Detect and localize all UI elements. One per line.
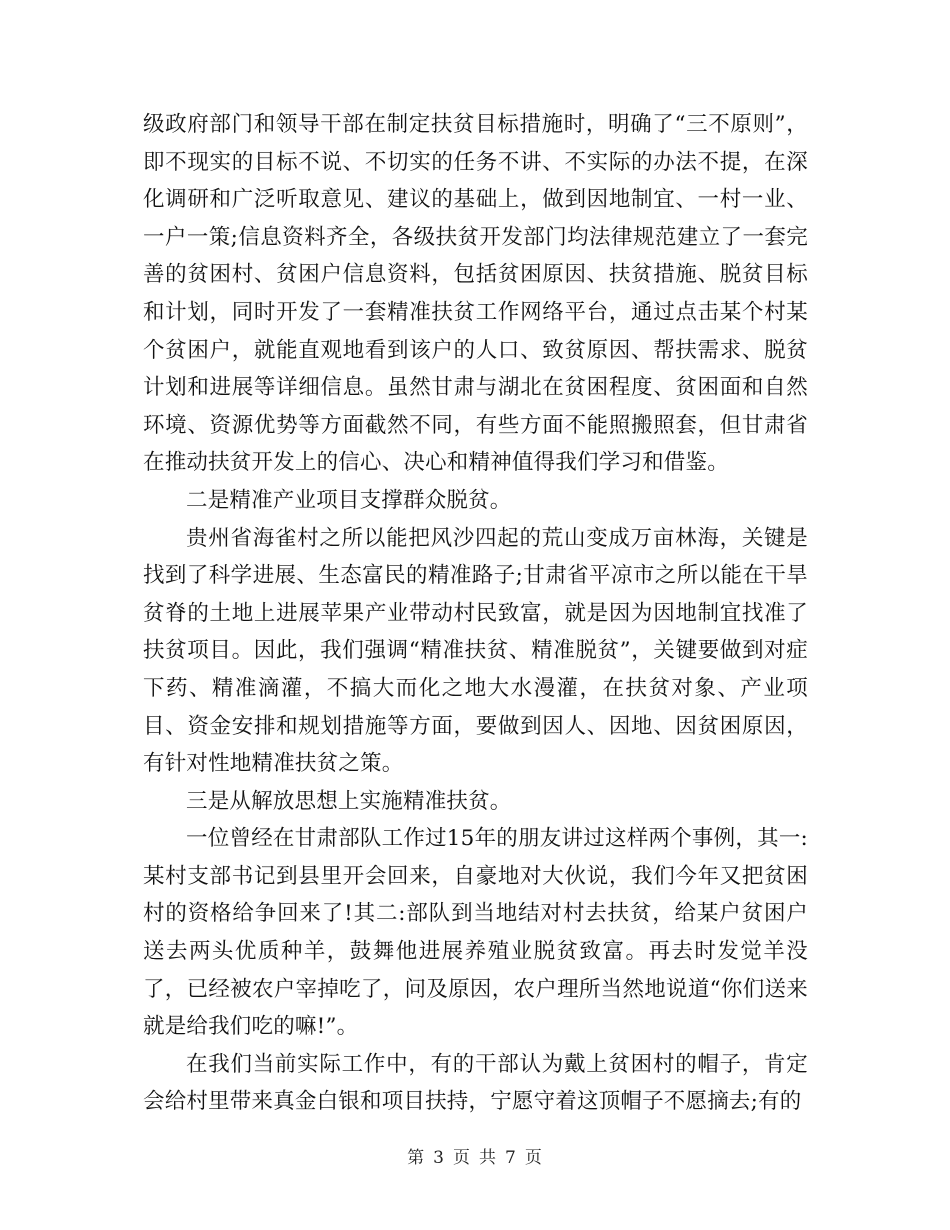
footer-prefix: 第 <box>407 1148 426 1168</box>
footer-suffix: 页 <box>524 1148 543 1168</box>
paragraph: 在我们当前实际工作中，有的干部认为戴上贫困村的帽子，肯定会给村里带来真金白银和项目扶持，宁愿守着这顶帽子不愿摘去;有的 <box>143 1051 808 1115</box>
total-pages: 7 <box>505 1148 517 1168</box>
page-number: 3 <box>433 1148 445 1168</box>
paragraph: 贵州省海雀村之所以能把风沙四起的荒山变成万亩林海，关键是找到了科学进展、生态富民的精准路子;甘肃省平凉市之所以能在干旱贫脊的土地上进展苹果产业带动村民致富，就是因为因地制宜找准了扶贫项目。因此，我们强调“精准扶贫、精准脱贫”，关键要做到对症下药、精准滴灌，不搞大而化之地大水漫灌，在扶贫对象、产业项目、资金安排和规划措施等方面，要做到因人、因地、因贫困原因，有针对性地精准扶贫之策。 <box>143 525 808 777</box>
page-footer <box>0 1143 950 1168</box>
section-heading-2: 二是精准产业项目支撑群众脱贫。 <box>186 487 512 513</box>
footer-total-label: 共 <box>479 1148 497 1168</box>
document-body <box>143 106 808 1121</box>
paragraph: 一位曾经在甘肃部队工作过15年的朋友讲过这样两个事例，其一:某村支部书记到县里开会回来，自豪地对大伙说，我们今年又把贫困村的资格给争回来了!其二:部队到当地结对村去扶贫，给某户贫困户送去两头优质种羊，鼓舞他进展养殖业脱贫致富。再去时发觉羊没了，已经被农户宰掉吃了，问及原因，农户理所当然地说道“你们送来就是给我们吃的嘛!”。 <box>143 826 808 1040</box>
section-heading-3: 三是从解放思想上实施精准扶贫。 <box>186 788 512 814</box>
footer-page-label: 页 <box>453 1148 471 1168</box>
paragraph-continued: 级政府部门和领导干部在制定扶贫目标措施时，明确了“三不原则”，即不现实的目标不说、不切实的任务不讲、不实际的办法不提，在深化调研和广泛听取意见、建议的基础上，做到因地制宜、一村一业、一户一策;信息资料齐全，各级扶贫开发部门均法律规范建立了一套完善的贫困村、贫困户信息资料，包括贫困原因、扶贫措施、脱贫目标和计划，同时开发了一套精准扶贫工作网络平台，通过点击某个村某个贫困户，就能直观地看到该户的人口、致贫原因、帮扶需求、脱贫计划和进展等详细信息。虽然甘肃与湖北在贫困程度、贫困面和自然环境、资源优势等方面截然不同，有些方面不能照搬照套，但甘肃省在推动扶贫开发上的信心、决心和精神值得我们学习和借鉴。 <box>143 112 808 476</box>
